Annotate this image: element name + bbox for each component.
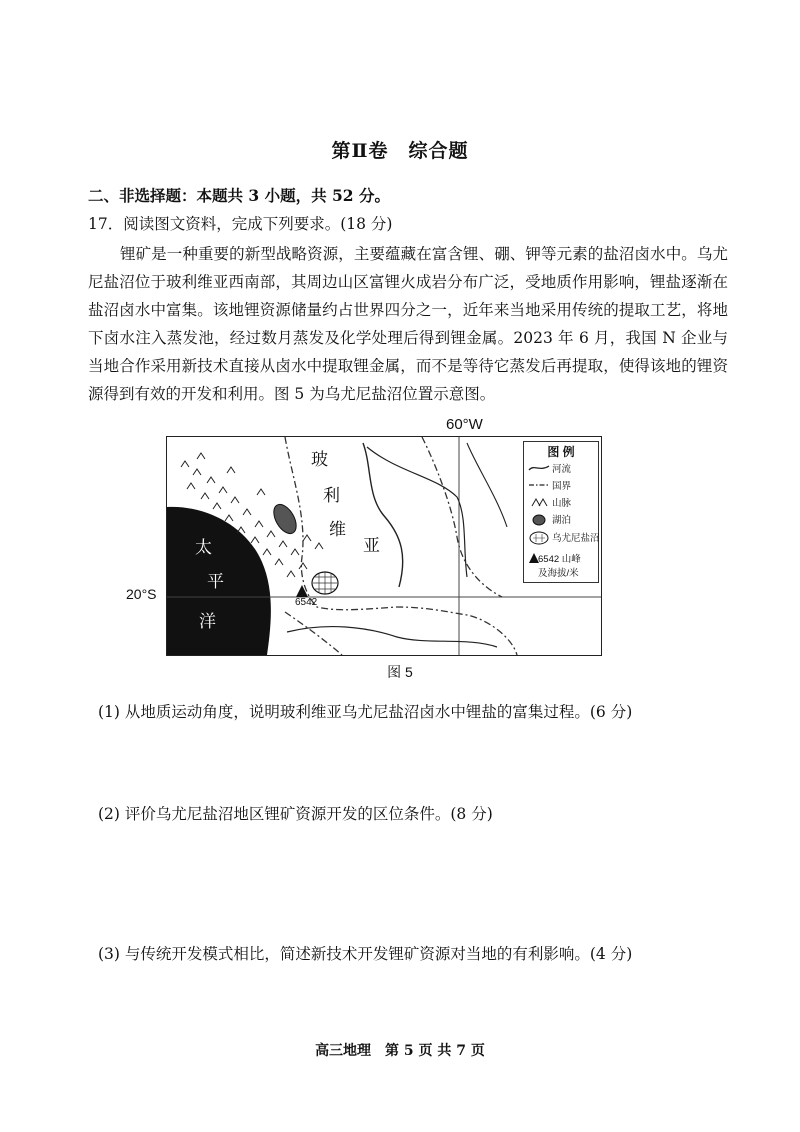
legend-item-label: 国界 <box>552 481 572 492</box>
legend-item <box>524 529 598 545</box>
figure-caption: 图 5 <box>387 664 413 680</box>
material-paragraph: 锂矿是一种重要的新型战略资源，主要蕴藏在富含锂、硼、钾等元素的盐沼卤水中。乌尤尼盐沼位于玻利维亚西南部，其周边山区富锂火成岩分布广泛，受地质作用影响，锂盐逐渐在盐沼卤水中富集。该地锂资源储量约占世界四分之一，近年来当地采用传统的提取工艺，将地下卤水注入蒸发池，经过数月蒸发及化学处理后得到锂金属。2023 年 6 月，我国 N 企业与当地合作采用新技术直接从卤水中提取锂金属，而不是等待它蒸发后再提取，使得该地的锂资源得到有效的开发和利用。图 5 为乌尤尼盐沼位置示意图。 <box>88 245 728 403</box>
page-footer: 高三地理 第 5 页 共 7 页 <box>315 1043 485 1059</box>
ocean-label: 平 <box>207 572 224 591</box>
legend-item-label: 山脉 <box>552 498 572 509</box>
question-number-line: 17．阅读图文资料，完成下列要求。(18 分) <box>88 215 393 233</box>
lake-icon <box>528 513 550 527</box>
subquestion-3: (3) 与传统开发模式相比，简述新技术开发锂矿资源对当地的有利影响。(4 分) <box>98 945 633 963</box>
map-legend <box>523 441 599 583</box>
legend-item-label: 河流 <box>552 464 572 475</box>
river-line <box>363 443 403 587</box>
country-label: 利 <box>323 486 340 505</box>
country-label: 亚 <box>363 536 380 555</box>
national-border-line <box>422 437 502 597</box>
legend-item <box>524 477 598 493</box>
salt-flat-icon <box>528 531 550 545</box>
legend-item-label: 及海拔/米 <box>538 568 579 579</box>
lake-titicaca-shape <box>269 501 301 538</box>
river-icon <box>528 462 550 474</box>
subquestion-2: (2) 评价乌尤尼盐沼地区锂矿资源开发的区位条件。(8 分) <box>98 805 493 823</box>
border-icon <box>528 479 550 491</box>
legend-item-label: 6542 山峰 <box>538 554 581 565</box>
ocean-label: 太 <box>195 538 212 557</box>
latitude-label: 20°S <box>126 586 157 602</box>
legend-item <box>524 460 598 476</box>
question-material <box>88 240 728 408</box>
subquestion-1: (1) 从地质运动角度，说明玻利维亚乌尤尼盐沼卤水中锂盐的富集过程。(6 分) <box>98 703 633 721</box>
legend-item-label: 乌尤尼盐沼 <box>552 533 600 544</box>
ocean-label: 洋 <box>199 612 216 631</box>
paper-section-title: 第Ⅱ卷 综合题 <box>331 140 469 162</box>
longitude-label: 60°W <box>446 416 483 433</box>
legend-item <box>524 511 598 527</box>
section-heading: 二、非选择题：本题共 3 小题，共 52 分。 <box>88 186 390 205</box>
national-border-line <box>285 612 342 655</box>
legend-title: 图 例 <box>547 445 575 459</box>
legend-item <box>524 564 598 580</box>
country-label: 玻 <box>311 450 328 469</box>
location-map <box>166 436 602 656</box>
river-line <box>367 447 467 577</box>
peak-elevation-label: 6542 <box>295 597 318 608</box>
legend-item <box>524 494 598 510</box>
country-label: 维 <box>329 520 346 539</box>
river-line <box>467 443 507 527</box>
mountain-icon <box>528 496 550 508</box>
legend-item-label: 湖泊 <box>552 515 572 526</box>
